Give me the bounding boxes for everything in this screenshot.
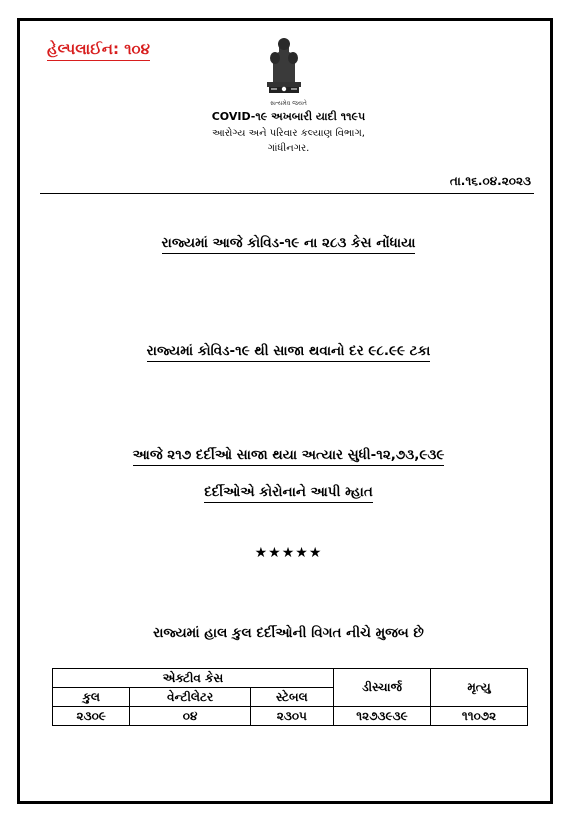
ventilator-value: ૦૪	[130, 707, 250, 726]
ventilator-header: વેન્ટીલેટર	[130, 688, 250, 707]
death-value: ૧૧૦૭૨	[431, 707, 528, 726]
patient-stats-table	[52, 668, 528, 726]
total-header: કુલ	[53, 688, 130, 707]
city-name: ગાંધીનગર.	[267, 143, 310, 154]
helpline-label: હેલ્પલાઈન: ૧૦૪	[47, 40, 150, 61]
emblem-motto: સત્યમેવ જયતે	[270, 100, 307, 107]
date-divider	[40, 193, 534, 194]
summary-heading: રાજ્યમાં હાલ કુલ દર્દીઓની વિગત નીચે મુજબ છે	[153, 625, 424, 641]
total-value: ૨૩૦૯	[53, 707, 130, 726]
headline-recovered-line1: આજે ૨૧૭ દર્દીઓ સાજા થયા અત્યાર સુધી-૧૨,૭૩,૯૩૯	[0, 447, 577, 463]
release-date: તા.૧૬.૦૪.૨૦૨૩	[449, 174, 531, 188]
stable-value: ૨૩૦૫	[250, 707, 333, 726]
press-release-title: COVID-૧૯ અખબારી યાદી ૧૧૯૫	[211, 110, 366, 123]
headline-cases: રાજ્યમાં આજે કોવિડ-૧૯ ના ૨૮૩ કેસ નોંધાયા	[0, 235, 577, 251]
active-cases-header: એક્ટીવ કેસ	[53, 669, 334, 688]
department-name: આરોગ્ય અને પરિવાર કલ્યાણ વિભાગ,	[212, 128, 365, 139]
discharge-value: ૧૨૭૩૯૩૯	[334, 707, 431, 726]
headline-recovered-line2: દર્દીઓએ કોરોનાને આપી મ્હાત	[0, 484, 577, 500]
national-emblem-icon	[263, 34, 305, 100]
stable-header: સ્ટેબલ	[250, 688, 333, 707]
death-header: મૃત્યુ	[431, 669, 528, 707]
headline-recovery-rate: રાજ્યમાં કોવિડ-૧૯ થી સાજા થવાનો દર ૯૮.૯૯ ટકા	[0, 343, 577, 359]
star-separator: ★★★★★	[254, 545, 323, 561]
discharge-header: ડીસ્ચાર્જ	[334, 669, 431, 707]
